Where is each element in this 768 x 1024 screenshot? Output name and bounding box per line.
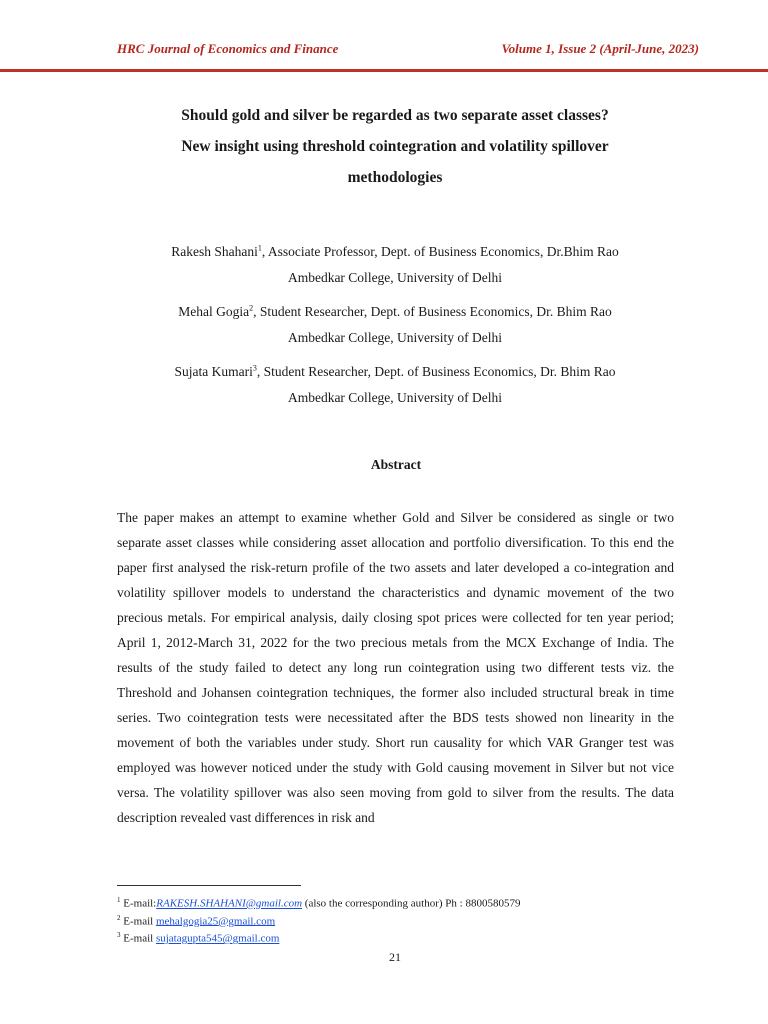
email-link-3[interactable]: sujatagupta545@gmail.com: [155, 932, 280, 945]
footnote-3: $^3$ E-mail sujatagupta545@gmail.com: [117, 931, 280, 945]
footnote-marker: 1: [117, 896, 121, 904]
abstract-heading: Abstract: [370, 457, 422, 472]
journal-name: HRC Journal of Economics and Finance: [117, 41, 339, 56]
author-affiliation: , Student Researcher, Dept. of Business Economics, Dr. Bhim Rao: [256, 364, 616, 379]
abstract-body: The paper makes an attempt to examine whether Gold and Silver be considered as single or two separate asset classes while considering asset allocation and portfolio diversification. To this end the paper first analysed the risk-return profile of the two assets and later developed a co-integration and volatility spillover models to understand the characteristics and dynamic movement of the two precious metals. For empirical analysis, daily closing spot prices were collected for ten year period; April 1, 2012-March 31, 2022 for the two precious metals from the MCX Exchange of India. The results of the study failed to detect any long run cointegration using two different tests viz. the Threshold and Johansen cointegration techniques, the former also included structural break in time series. Two cointegration tests were necessitated after the BDS tests showed non linearity in the movement of both the variables under study. Short run causality for which VAR Granger test was employed was however noticed under the study with Gold causing movement in Silver but not vice versa. The volatility spillover was also seen moving from gold to silver from the results. The data description revealed vast differences in risk and: [117, 510, 674, 825]
footnote-rule: [117, 885, 301, 886]
footnote-marker: 2: [117, 913, 121, 922]
author-name: Rakesh Shahani: [171, 244, 258, 259]
volume-issue: Volume 1, Issue 2 (April-June, 2023): [501, 41, 699, 56]
footnote-marker: 1: [257, 243, 262, 253]
title-line: methodologies: [347, 169, 443, 186]
author-affiliation-line2: Ambedkar College, University of Delhi: [287, 390, 503, 405]
footnote-2: $^2$ E-mail mehalgogia25@gmail.com: [117, 913, 276, 928]
author-block-2: [110, 299, 680, 351]
author-affiliation: , Associate Professor, Dept. of Business Economics, Dr.Bhim Rao: [261, 244, 619, 259]
footnote-marker: 3: [117, 931, 121, 940]
author-block-3: [110, 359, 680, 411]
author-block-1: [110, 239, 680, 291]
author-affiliation-line2: Ambedkar College, University of Delhi: [287, 330, 503, 345]
title-line: Should gold and silver be regarded as two separate asset classes?: [181, 107, 609, 124]
footnote-marker: 3: [252, 363, 257, 373]
paper-title: [100, 100, 690, 193]
author-affiliation: , Student Researcher, Dept. of Business Economics, Dr. Bhim Rao: [253, 304, 612, 319]
email-link-1[interactable]: RAKESH.SHAHANI@gmail.com: [156, 897, 303, 910]
header-rule: [0, 69, 768, 72]
running-header: [117, 41, 699, 57]
title-line: New insight using threshold cointegration and volatility spillover: [181, 138, 609, 155]
footnote-1: $^1$ E-mail:RAKESH.SHAHANI@gmail.com (also the corresponding author) Ph : 8800580579: [117, 896, 521, 910]
author-name: Sujata Kumari: [174, 364, 253, 379]
author-name: Mehal Gogia: [178, 304, 250, 319]
author-affiliation-line2: Ambedkar College, University of Delhi: [287, 270, 503, 285]
footnote-marker: 2: [249, 303, 254, 313]
footnotes: [117, 893, 677, 946]
page-number: 21: [389, 950, 401, 964]
email-link-2[interactable]: mehalgogia25@gmail.com: [155, 915, 276, 928]
